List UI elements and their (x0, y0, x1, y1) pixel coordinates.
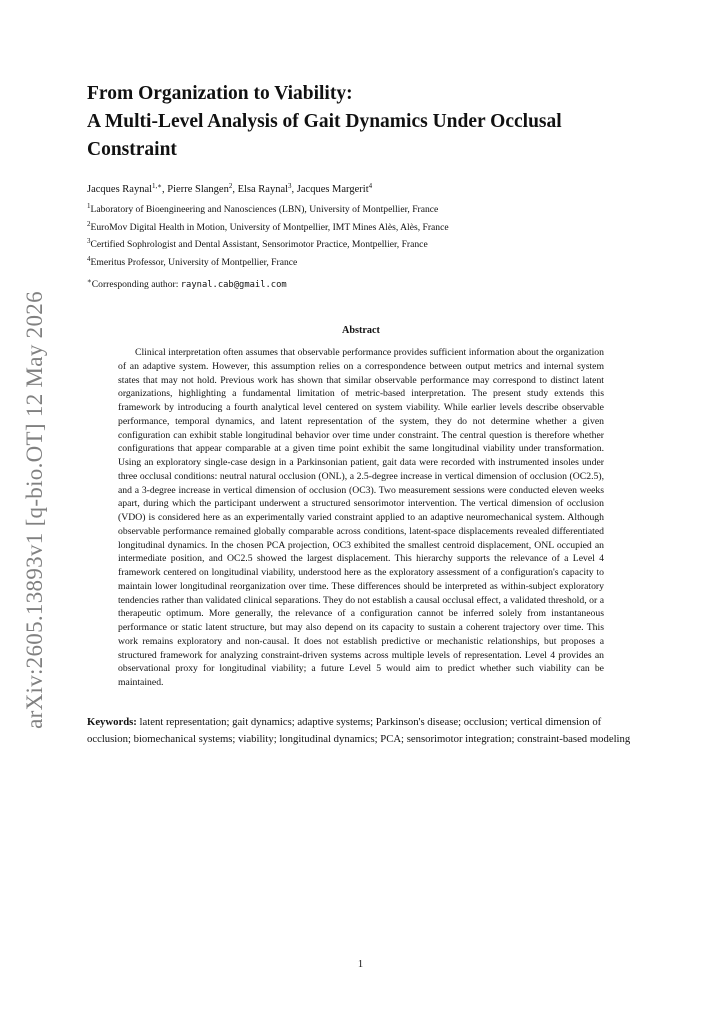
page-number: 1 (357, 959, 364, 970)
keywords-text: latent representation; gait dynamics; adaptive systems; Parkinson's disease; occlusion; vertical dimension of occlusion; biomechanical systems; viability; longitudinal dynamics; PCA; sensorimotor integration; constraint-based modeling (87, 715, 631, 746)
affiliation-3: $^3$Certified Sophrologist and Dental Assistant, Sensorimotor Practice, Montpellier, France (87, 237, 428, 250)
author-2: Pierre Slangen$^2$, (167, 182, 238, 195)
affiliation-1: $^1$Laboratory of Bioengineering and Nanosciences (LBN), University of Montpellier, France (87, 202, 439, 215)
title-line-2: A Multi-Level Analysis of Gait Dynamics Under Occlusal Constraint (87, 111, 562, 160)
arxiv-sidebar (18, 275, 52, 745)
keywords-label: Keywords: (87, 715, 137, 728)
corresponding-author: ∗Corresponding author: raynal.cab@gmail.com (87, 277, 287, 290)
author-1: Jacques Raynal$^{1,∗}$, (87, 182, 168, 195)
title-line-1: From Organization to Viability: (87, 83, 353, 104)
affiliation-2: $^2$EuroMov Digital Health in Motion, University of Montpellier, IMT Mines Alès, Alès, France (87, 219, 449, 233)
author-3: Elsa Raynal$^3$, (237, 182, 297, 195)
keywords (87, 714, 635, 749)
author-list (87, 184, 635, 195)
paper-title (87, 80, 635, 164)
affiliation-list (87, 201, 635, 271)
affiliation-4: $^4$Emeritus Professor, University of Montpellier, France (87, 254, 298, 268)
abstract-heading: Abstract (342, 325, 380, 336)
paper-page (87, 80, 635, 749)
arxiv-identifier: arXiv:2605.13893v1 [q-bio.OT] 12 May 2026 (22, 291, 47, 729)
corresponding-email[interactable]: raynal.cab@gmail.com (180, 280, 287, 290)
abstract-body: Clinical interpretation often assumes that observable performance provides sufficient information about the organization of an adaptive system. However, this assumption relies on a correspondence between output metrics and internal system states that may not hold. Previous work has shown that similar observable performance may correspond to distinct latent organizations, highlighting a fundamental limitation of metric-based interpretation. The present study extends this framework by introducing a fourth analytical level centered on system viability. While earlier levels describe observable performance, temporal dynamics, and latent representation of the system, they do not determine whether a given configuration can exhibit stable longitudinal behavior over time under constraint. The central question is therefore whether configurations that appear comparable at a given time point exhibit the same longitudinal viability under transformation. Using an exploratory single-case design in a Parkinsonian patient, gait data were recorded with instrumented insoles under three occlusal conditions: neutral natural occlusion (ONL), a 2.5-degree increase in vertical dimension of occlusion (OC2.5), and a 3-degree increase in vertical dimension of occlusion (OC3). Two measurement sessions were conducted eleven weeks apart, during which the participant underwent a structured sensorimotor intervention. The vertical dimension of occlusion (VDO) is considered here as an experimentally varied constraint applied to an adaptive neuromechanical system. Although observable performance remained globally comparable across conditions, latent-space displacements revealed differentiated longitudinal dynamics. In the chosen PCA projection, OC3 exhibited the smallest centroid displacement, ONL occupied an intermediate position, and OC2.5 showed the largest displacement. This hierarchy supports the relevance of a Level 4 framework centered on longitudinal viability, understood here as the exploratory assessment of a configuration's capacity to maintain lower longitudinal reorganization over time. These differences should be interpreted as within-subject exploratory tendencies rather than validated clinical separations. They do not establish a causal occlusal effect, a validated threshold, or a therapeutic optimum. More generally, the relevance of a configuration cannot be inferred solely from instantaneous performance or static latent structure, but may also depend on its capacity to sustain a coherent trajectory over time. This work remains exploratory and non-causal. It does not establish predictive or mechanistic relationships, but proposes a structured framework for analyzing constraint-driven systems across multiple levels of representation. Level 4 provides an observational proxy for longitudinal viability; a future Level 5 would aim to predict whether such viability can be maintained. (118, 347, 604, 688)
author-4: Jacques Margerit$^4$ (296, 182, 373, 195)
